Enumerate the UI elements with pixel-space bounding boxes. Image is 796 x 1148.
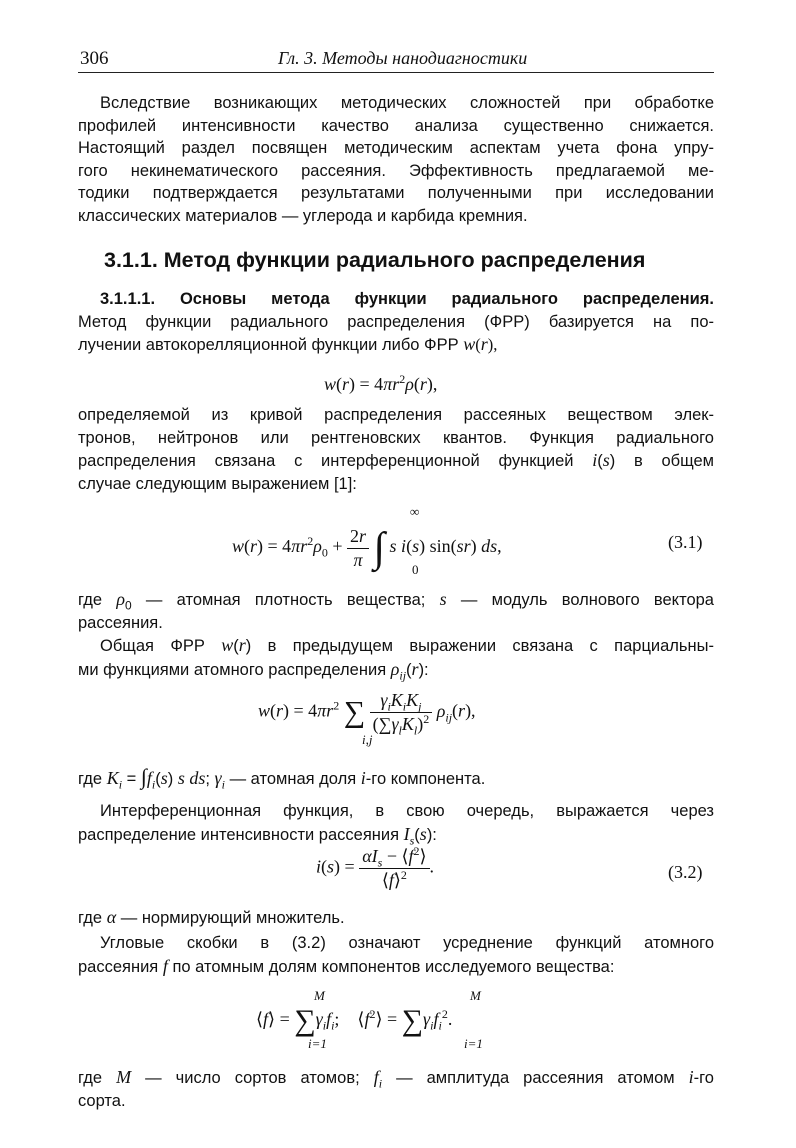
formula-averages: ⟨f⟩ = $\sum\gamma_if_i$; $⟨f^2⟩ = \sum\gamma_if_i^2$.: [256, 1004, 453, 1037]
equation-number: (3.1): [668, 532, 703, 552]
text-line: профилей интенсивности качество анализа существенно снижается.: [78, 116, 714, 135]
text-line: Интерференционная функция, в свою очередь, выражается через: [100, 802, 714, 820]
formula-partial: $w(r) = 4\pi r^2$ ∑ $\frac{\gamma_iK_iK_j}{(\sum\gamma_lK_l)^2}$ $\rho_{ij}(r)$,: [258, 690, 476, 738]
text-fragment: ми функциями атомного распределения: [78, 660, 387, 679]
subsection-title: 3.1.1.1. Основы метода функции радиального распределения.: [100, 290, 714, 308]
subsection-paragraph: [78, 288, 714, 357]
text-fragment: — атомная плотность вещества;: [145, 591, 426, 609]
text-line: рассеяния f по атомным долям компонентов исследуемого вещества:: [78, 955, 615, 976]
integral-lower-limit: 0: [412, 562, 419, 577]
text-line: Общая ФРР w(r) в предыдущем выражении связана с парциальны-: [100, 635, 714, 655]
equation-number: (3.2): [668, 862, 703, 882]
text-line: где $K_i = \int f_i(s)$ s ds; $\gamma_i$ — атомная доля i-го компонента.: [78, 764, 486, 792]
text-line: сорта.: [78, 1091, 126, 1110]
text-fragment: — нормирующий множитель.: [120, 909, 345, 927]
sum-upper-limit: M: [314, 988, 325, 1003]
page-number: 306: [80, 48, 109, 69]
sum-upper-limit: M: [470, 988, 481, 1003]
formula-wr: $w(r) = 4\pi r^2\rho(r)$,: [324, 372, 438, 394]
text-fragment: где: [78, 909, 103, 927]
text-fragment: по атомным долям компонентов исследуемого вещества:: [172, 957, 615, 976]
equation-3-2: i(s) = $\frac{\alpha I_s - ⟨f^2⟩}{⟨f⟩^2}$ .: [316, 844, 435, 890]
interference-paragraph: [78, 800, 714, 846]
text-line: гого некинематического рассеяния. Эффективность предлагаемой ме-: [78, 161, 714, 180]
text-fragment: в предыдущем выражении связана с парциальны-: [267, 637, 714, 655]
sum-lower-limit: i=1: [464, 1036, 483, 1051]
general-paragraph: [78, 634, 714, 681]
text-line: лучении автокорелляционной функции либо ФРР w(r),: [78, 334, 498, 355]
running-head: [78, 46, 714, 73]
text-line: тодики подтверждается результатами полученными при исследовании: [78, 184, 714, 203]
text-fragment: в общем: [633, 452, 714, 471]
section-title: 3.1.1. Метод функции радиального распределения: [104, 248, 646, 272]
where-paragraph-3: [78, 906, 714, 930]
text-fragment: -го компонента.: [365, 770, 486, 788]
text-fragment: рассеяния: [78, 957, 159, 976]
text-fragment: где: [78, 1069, 103, 1087]
text-line: распределения связана с интерференционной функцией i(s) в общем: [78, 450, 714, 471]
chapter-title: Гл. 3. Методы нанодиагностики: [278, 48, 528, 68]
text-fragment: — атомная доля: [229, 770, 357, 788]
text-fragment: распределения связана с интерференционной функцией: [78, 452, 574, 471]
sum-subscript: i,j: [362, 732, 373, 747]
text-fragment: -го: [693, 1069, 714, 1087]
text-line: Метод функции радиального распределения (ФРР) базируется на по-: [78, 312, 714, 331]
text-line: классических материалов — углерода и карбида кремния.: [78, 206, 528, 225]
text-fragment: Общая ФРР: [100, 637, 205, 655]
text-line: [78, 288, 714, 311]
text-fragment: — амплитуда рассеяния атомом: [396, 1069, 675, 1087]
text-fragment: — модуль волнового вектора: [460, 591, 714, 609]
text-line: распределение интенсивности рассеяния $I_s(s)$:: [78, 823, 437, 848]
intro-paragraph: [78, 92, 714, 228]
text-fragment: где: [78, 591, 103, 609]
text-line: рассеяния.: [78, 613, 163, 632]
equation-3-1: $w(r) = 4\pi r^2\rho_0$ + $\frac{2r}{\pi}$ ∫ s i(s) sin(sr) ds,: [232, 525, 502, 571]
text-line: ми функциями атомного распределения $\rho_{ij}(r)$:: [78, 658, 429, 683]
text-line: случае следующим выражением [1]:: [78, 474, 357, 493]
text-fragment: лучении автокорелляционной функции либо ФРР: [78, 336, 459, 355]
angle-brackets-paragraph: [78, 932, 714, 978]
text-line: тронов, нейтронов или рентгеновских квантов. Функция радиального: [78, 428, 714, 447]
text-fragment: — число сортов атомов;: [145, 1069, 360, 1087]
where-paragraph-1: [78, 588, 714, 634]
text-line: Вследствие возникающих методических сложностей при обработке: [100, 94, 714, 112]
text-line: Угловые скобки в (3.2) означают усреднение функций атомного: [100, 934, 714, 952]
sum-lower-limit: i=1: [308, 1036, 327, 1051]
where-paragraph-2: [78, 766, 714, 791]
text-line: где α — нормирующий множитель.: [78, 907, 345, 927]
final-paragraph: [78, 1066, 714, 1112]
text-line: где $\rho_0$ — атомная плотность вещества; s — модуль волнового вектора: [78, 589, 714, 613]
text-line: определяемой из кривой распределения рассеяных веществом элек-: [78, 406, 714, 424]
text-fragment: распределение интенсивности рассеяния: [78, 825, 400, 844]
text-line: Настоящий раздел посвящен методическим аспектам учета фона упру-: [78, 139, 714, 158]
text-fragment: где: [78, 770, 103, 788]
integral-upper-limit: ∞: [410, 504, 420, 519]
text-line: где M — число сортов атомов; $f_i$ — амплитуда рассеяния атомом i-го: [78, 1067, 714, 1091]
definition-paragraph: [78, 404, 714, 495]
